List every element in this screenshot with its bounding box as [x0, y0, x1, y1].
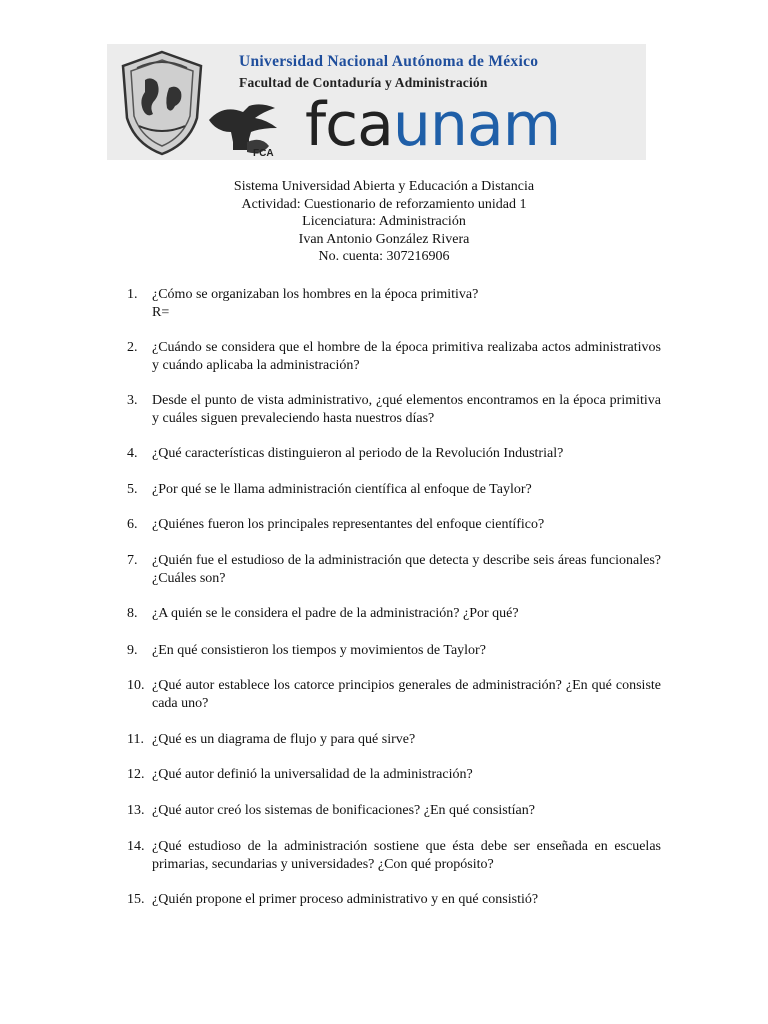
account-number: No. cuenta: 307216906 [318, 249, 450, 264]
crest-label: FCA [253, 148, 274, 159]
question-number: 15. [127, 892, 145, 907]
question-number: 5. [127, 482, 138, 497]
question-item [127, 392, 661, 428]
question-item [127, 731, 661, 749]
question-text: ¿Cuándo se considera que el hombre de la época primitiva realizaba actos administrativos y cuándo aplicaba la administración? [152, 340, 661, 373]
question-number: 7. [127, 553, 138, 568]
question-item [127, 445, 661, 463]
question-item [127, 286, 661, 322]
wordmark-unam: unam [392, 90, 561, 160]
question-text: ¿Qué características distinguieron al periodo de la Revolución Industrial? [152, 446, 564, 461]
fca-eagle-logo-icon [203, 98, 287, 160]
question-item [127, 516, 661, 534]
question-item [127, 481, 661, 499]
faculty-name: Facultad de Contaduría y Administración [239, 75, 488, 90]
question-number: 13. [127, 803, 145, 818]
question-text: ¿Qué es un diagrama de flujo y para qué sirve? [152, 732, 416, 747]
system-name: Sistema Universidad Abierta y Educación a Distancia [233, 179, 535, 194]
degree-name: Licenciatura: Administración [302, 214, 466, 229]
question-text: ¿Por qué se le llama administración científica al enfoque de Taylor? [152, 482, 532, 497]
question-number: 8. [127, 606, 138, 621]
question-item [127, 766, 661, 784]
question-item [127, 891, 661, 909]
question-text: ¿Quiénes fueron los principales representantes del enfoque científico? [152, 517, 545, 532]
question-text: ¿Quién propone el primer proceso administrativo y en qué consistió? [152, 892, 539, 907]
university-name: Universidad Nacional Autónoma de México [239, 53, 539, 70]
question-number: 4. [127, 446, 138, 461]
question-item [127, 605, 661, 623]
question-item [127, 677, 661, 713]
question-item [127, 552, 661, 588]
question-number: 11. [127, 732, 144, 747]
fcaunam-wordmark [305, 90, 560, 160]
unam-crest-icon [117, 48, 207, 158]
question-number: 6. [127, 517, 138, 532]
question-text: ¿Qué autor creó los sistemas de bonificaciones? ¿En qué consistían? [152, 803, 535, 818]
answer-placeholder: R= [152, 305, 170, 320]
question-text: Desde el punto de vista administrativo, ¿qué elementos encontramos en la época primitiva y cuáles siguen prevaleciendo hasta nuestros días? [152, 393, 661, 426]
activity-title: Actividad: Cuestionario de reforzamiento unidad 1 [241, 196, 527, 212]
question-text: ¿Qué estudioso de la administración sostiene que ésta debe ser enseñada en escuelas primarias, secundarias y universidades? ¿Con qué propósito? [152, 839, 661, 872]
question-number: 10. [127, 678, 145, 693]
student-name: Ivan Antonio González Rivera [298, 231, 470, 247]
question-text: ¿Qué autor establece los catorce principios generales de administración? ¿En qué consiste cada uno? [152, 678, 661, 711]
question-text: ¿Qué autor definió la universalidad de la administración? [152, 767, 473, 782]
fcaunam-banner [107, 44, 646, 160]
question-number: 3. [127, 393, 138, 408]
question-text: ¿Quién fue el estudioso de la administración que detecta y describe seis áreas funcionales? ¿Cuáles son? [152, 553, 661, 586]
question-number: 14. [127, 839, 145, 854]
question-text: ¿A quién se le considera el padre de la administración? ¿Por qué? [152, 606, 519, 621]
question-item [127, 802, 661, 820]
question-number: 9. [127, 643, 138, 658]
question-number: 2. [127, 340, 138, 355]
question-number: 12. [127, 767, 145, 782]
question-item [127, 642, 661, 660]
document-header [0, 178, 768, 266]
question-text: ¿Cómo se organizaban los hombres en la época primitiva? [152, 287, 479, 302]
question-item [127, 838, 661, 874]
question-text: ¿En qué consistieron los tiempos y movimientos de Taylor? [152, 643, 486, 658]
question-number: 1. [127, 287, 138, 302]
wordmark-fca: fca [305, 90, 393, 160]
question-item [127, 339, 661, 375]
